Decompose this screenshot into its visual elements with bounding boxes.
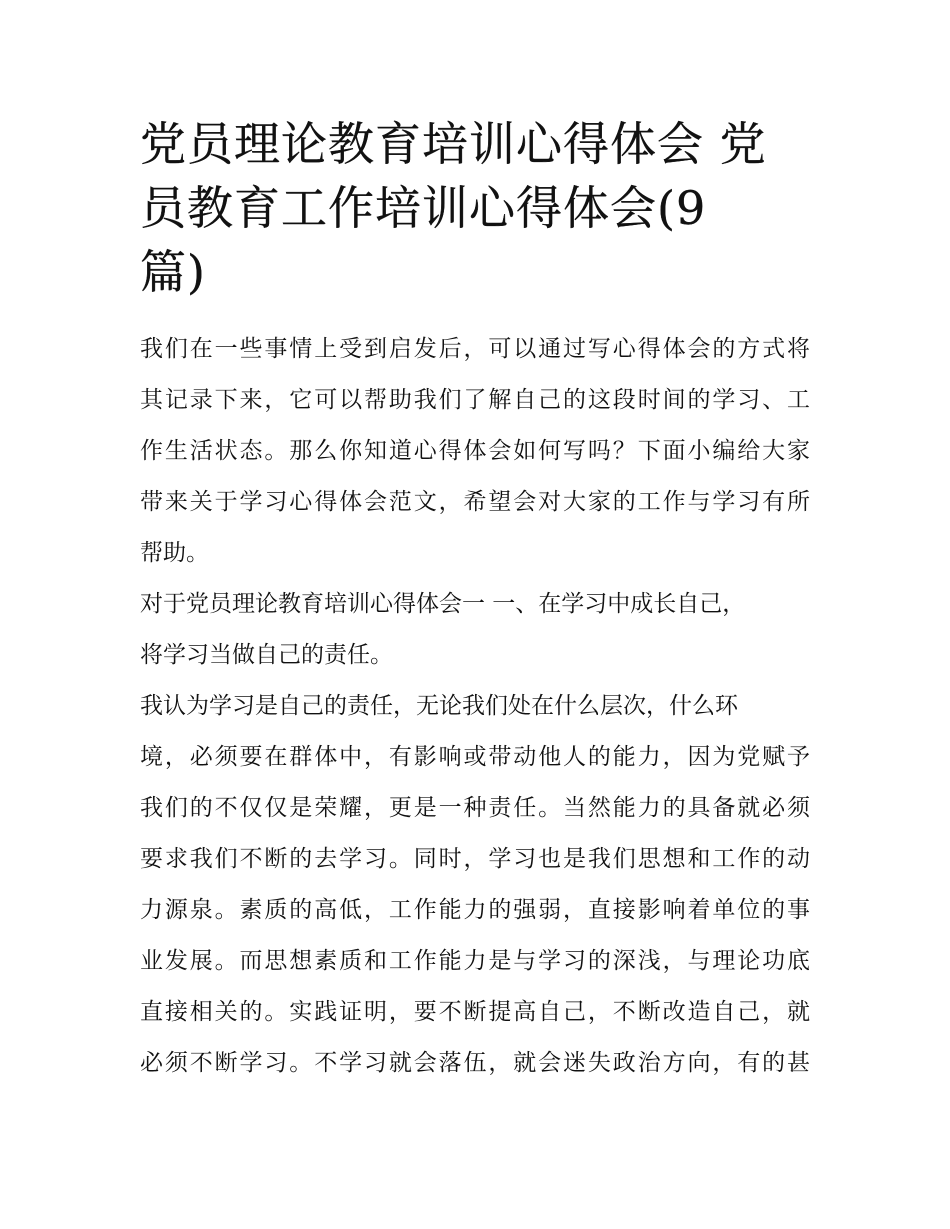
text-line: 我们的不仅仅是荣耀，更是一种责任。当然能力的具备就必须 bbox=[140, 795, 810, 821]
paragraph-intro bbox=[140, 324, 810, 579]
text-line: 我认为学习是自己的责任，无论我们处在什么层次，什么环 bbox=[140, 693, 738, 719]
text-line: 带来关于学习心得体会范文，希望会对大家的工作与学习有所 bbox=[140, 489, 810, 515]
paragraph-responsibility bbox=[140, 681, 810, 1089]
document-title bbox=[140, 112, 810, 304]
text-line: 我们在一些事情上受到启发后，可以通过写心得体会的方式将 bbox=[140, 336, 810, 362]
document-body bbox=[140, 324, 810, 1089]
text-line: 帮助。 bbox=[140, 540, 209, 566]
title-line: 党员理论教育培训心得体会 党 bbox=[140, 117, 767, 171]
title-line: 篇) bbox=[140, 245, 206, 299]
text-line: 其记录下来，它可以帮助我们了解自己的这段时间的学习、工 bbox=[140, 387, 810, 413]
text-line: 境，必须要在群体中，有影响或带动他人的能力，因为党赋予 bbox=[140, 744, 810, 770]
paragraph-section-heading bbox=[140, 579, 810, 681]
text-line: 作生活状态。那么你知道心得体会如何写吗？下面小编给大家 bbox=[140, 438, 810, 464]
text-line: 直接相关的。实践证明，要不断提高自己，不断改造自己，就 bbox=[140, 999, 810, 1025]
text-line: 将学习当做自己的责任。 bbox=[140, 642, 393, 668]
text-line: 对于党员理论教育培训心得体会一 一、在学习中成长自己， bbox=[140, 591, 746, 617]
text-line: 业发展。而思想素质和工作能力是与学习的深浅，与理论功底 bbox=[140, 948, 810, 974]
text-line: 要求我们不断的去学习。同时，学习也是我们思想和工作的动 bbox=[140, 846, 810, 872]
title-line: 员教育工作培训心得体会(9 bbox=[140, 181, 707, 235]
text-line: 必须不断学习。不学习就会落伍，就会迷失政治方向，有的甚 bbox=[140, 1050, 810, 1076]
text-line: 力源泉。素质的高低，工作能力的强弱，直接影响着单位的事 bbox=[140, 897, 810, 923]
